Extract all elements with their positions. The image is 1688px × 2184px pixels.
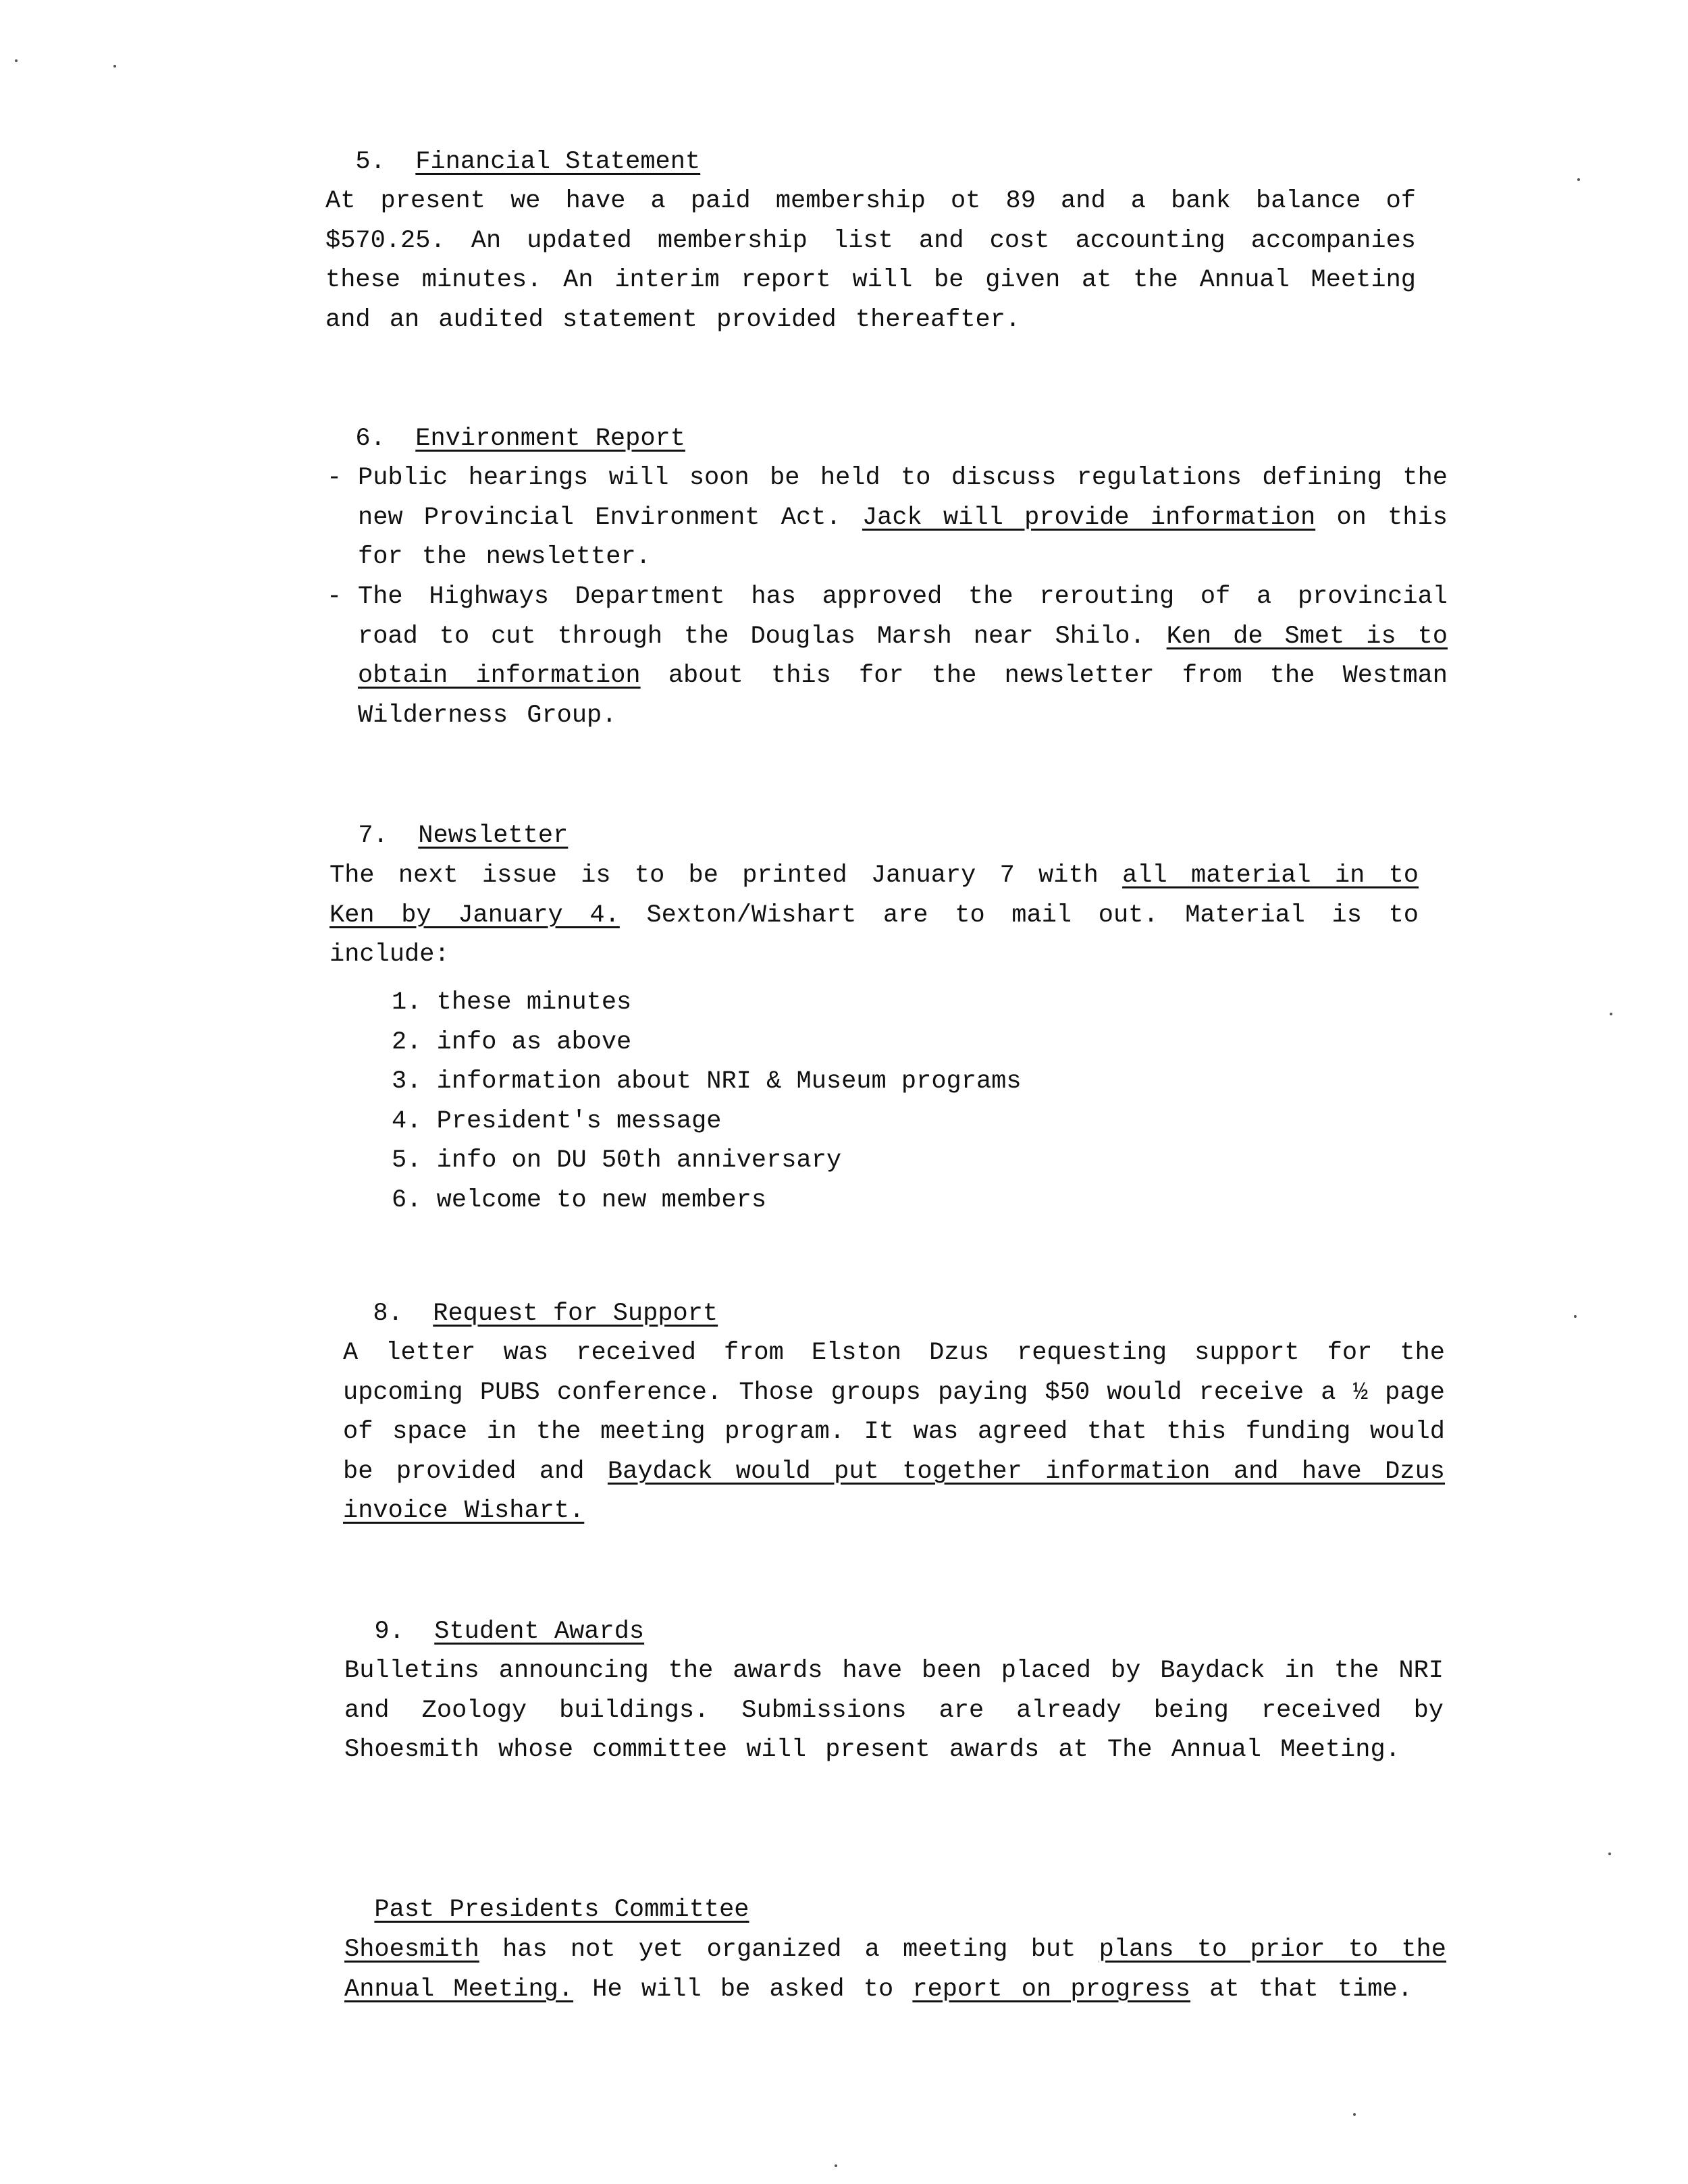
environment-heading <box>325 379 685 458</box>
scan-speck <box>1353 2113 1356 2116</box>
environment-item-2-tail: about this for the newsletter from the Westman Wilderness Group. <box>358 662 1448 730</box>
past-presidents-plans: plans to prior to the Annual Meeting. <box>344 1936 1446 2004</box>
scan-speck <box>15 59 18 62</box>
financial-heading <box>325 103 700 182</box>
environment-item-1-text: Public hearings will soon be held to discuss regulations defining the new Provincial Environment Act. <box>358 464 1448 532</box>
scan-speck <box>835 2164 837 2167</box>
newsletter-deadline: all material in to Ken by January 4. <box>329 861 1419 930</box>
newsletter-title: Newsletter <box>418 821 569 850</box>
past-presidents-name: Shoesmith <box>344 1936 479 1964</box>
past-presidents-text-1: has not yet organized a meeting but <box>502 1936 1076 1964</box>
newsletter-items <box>392 983 1022 1220</box>
financial-title: Financial Statement <box>415 147 701 176</box>
list-item: 2. info as above <box>392 1028 632 1057</box>
scan-speck <box>1577 178 1580 181</box>
list-item: 1. these minutes <box>392 988 632 1017</box>
scan-speck <box>1574 1315 1577 1318</box>
environment-item-2-action: Ken de Smet is to obtain information <box>358 622 1448 690</box>
newsletter-intro-text: The next issue is to be printed January 7 with <box>329 861 1099 890</box>
environment-title: Environment Report <box>415 424 685 453</box>
past-presidents-text-2: He will be asked to <box>592 1975 894 2004</box>
bullet-dash: - <box>327 464 342 492</box>
list-item: 6. welcome to new members <box>392 1186 767 1215</box>
list-item: 5. info on DU 50th anniversary <box>392 1146 842 1175</box>
newsletter-intro-tail: Sexton/Wishart are to mail out. Material is to include: <box>329 901 1419 969</box>
support-body <box>343 1333 1445 1531</box>
support-title: Request for Support <box>433 1299 718 1328</box>
environment-item-1 <box>327 458 1448 577</box>
support-heading <box>343 1254 718 1333</box>
past-presidents-report: report on progress <box>912 1975 1191 2004</box>
newsletter-heading <box>328 776 568 855</box>
financial-body: At present we have a paid membership ot 89 and a bank balance of $570.25. An updated membership list and cost accounting accompanies these minutes. An interim report will be given at the Annual Meeting and an audited statement provided thereafter. <box>325 187 1416 334</box>
support-body-text: A letter was received from Elston Dzus requesting support for the upcoming PUBS conference. Those groups paying $50 would receive a ½ page of space in the meeting program. It was agreed that this funding would be provided and <box>343 1339 1445 1486</box>
list-item: 4. President's message <box>392 1107 722 1136</box>
past-presidents-heading <box>344 1850 749 1929</box>
support-number: 8. <box>373 1299 403 1328</box>
past-presidents-text-3: at that time. <box>1209 1975 1413 2004</box>
financial-number: 5. <box>355 147 386 176</box>
scan-speck <box>1608 1853 1611 1855</box>
environment-item-1-action: Jack will provide information <box>862 503 1316 532</box>
bullet-dash: - <box>327 583 342 611</box>
newsletter-intro <box>329 856 1419 975</box>
scan-speck <box>113 65 116 68</box>
awards-heading <box>344 1572 644 1651</box>
scan-speck <box>1610 1013 1612 1015</box>
past-presidents-title: Past Presidents Committee <box>374 1895 749 1924</box>
awards-number: 9. <box>374 1617 404 1646</box>
environment-item-2-text: The Highways Department has approved the rerouting of a provincial road to cut through the Douglas Marsh near Shilo. <box>358 583 1448 651</box>
environment-number: 6. <box>355 424 386 453</box>
environment-item-1-tail: on this for the newsletter. <box>358 503 1448 571</box>
past-presidents-body <box>344 1930 1446 2009</box>
awards-title: Student Awards <box>434 1617 645 1646</box>
support-action: Baydack would put together information and have Dzus invoice Wishart. <box>343 1457 1445 1525</box>
environment-item-2 <box>327 577 1448 735</box>
list-item: 3. information about NRI & Museum programs <box>392 1067 1022 1096</box>
awards-body: Bulletins announcing the awards have been placed by Baydack in the NRI and Zoology buildings. Submissions are already being received by Shoesmith whose committee will present awards at The Annual Meeting. <box>344 1657 1444 1764</box>
newsletter-number: 7. <box>358 821 388 850</box>
